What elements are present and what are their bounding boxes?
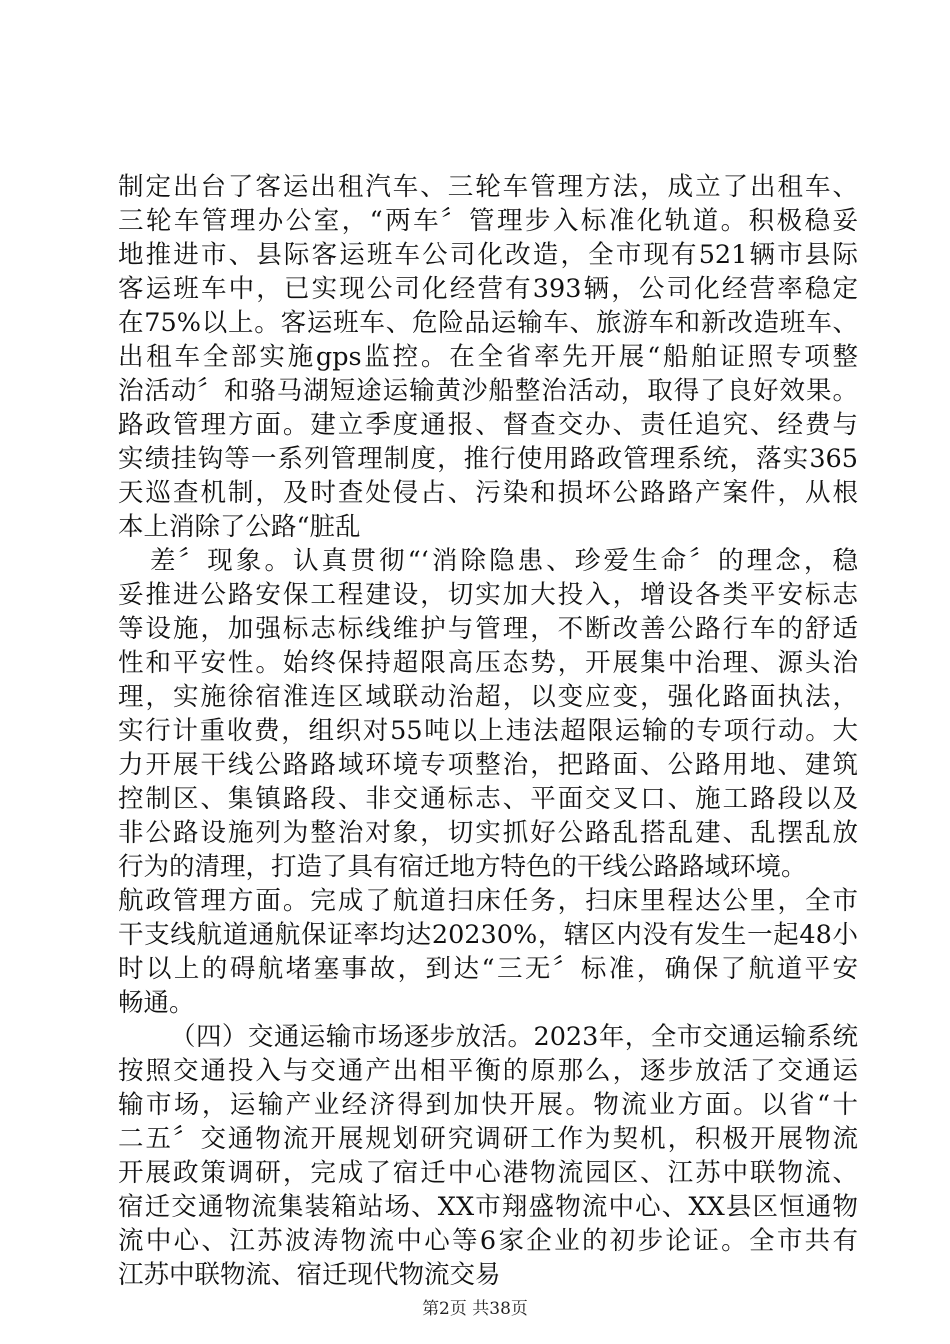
text-line: 天巡查机制，及时查处侵占、污染和损坏公路路产案件，从根	[118, 478, 858, 508]
text-line: （四）交通运输市场逐步放活。2023年，全市交通运输系统	[170, 1022, 858, 1052]
text-line: 实行计重收费，组织对55吨以上违法超限运输的专项行动。大	[118, 716, 858, 746]
text-line: 开展政策调研，完成了宿迁中心港物流园区、江苏中联物流、	[118, 1158, 858, 1188]
text-line: 路政管理方面。建立季度通报、督查交办、责任追究、经费与	[118, 410, 858, 440]
text-line: 差〞现象。认真贯彻“‘消除隐患、珍爱生命〞的理念，稳	[150, 546, 858, 576]
text-line: 输市场，运输产业经济得到加快开展。物流业方面。以省“十	[118, 1090, 858, 1120]
text-line: 等设施，加强标志标线维护与管理，不断改善公路行车的舒适	[118, 614, 858, 644]
text-line: 妥推进公路安保工程建设，切实加大投入，增设各类平安标志	[118, 580, 858, 610]
text-line: 畅通。	[118, 988, 195, 1018]
text-line: 二五〞交通物流开展规划研究调研工作为契机，积极开展物流	[118, 1124, 858, 1154]
text-line: 实绩挂钩等一系列管理制度，推行使用路政管理系统，落实365	[118, 444, 858, 474]
text-line: 治活动〞和骆马湖短途运输黄沙船整治活动，取得了良好效果。	[118, 376, 858, 406]
text-line: 三轮车管理办公室，“两车〞管理步入标准化轨道。积极稳妥	[118, 206, 858, 236]
text-line: 制定出台了客运出租汽车、三轮车管理方法，成立了出租车、	[118, 172, 858, 202]
text-line: 行为的清理，打造了具有宿迁地方特色的干线公路路域环境。	[118, 852, 807, 882]
text-line: 宿迁交通物流集装箱站场、XX市翔盛物流中心、XX县区恒通物	[118, 1192, 858, 1222]
text-line: 理，实施徐宿淮连区域联动治超，以变应变，强化路面执法，	[118, 682, 858, 712]
text-line: 力开展干线公路路域环境专项整治，把路面、公路用地、建筑	[118, 750, 858, 780]
text-line: 流中心、江苏波涛物流中心等6家企业的初步论证。全市共有	[118, 1226, 858, 1256]
text-line: 客运班车中，已实现公司化经营有393辆，公司化经营率稳定	[118, 274, 858, 304]
text-line: 时以上的碍航堵塞事故，到达“三无〞标准，确保了航道平安	[118, 954, 858, 984]
text-line: 地推进市、县际客运班车公司化改造，全市现有521辆市县际	[118, 240, 858, 270]
text-line: 非公路设施列为整治对象，切实抓好公路乱搭乱建、乱摆乱放	[118, 818, 858, 848]
text-line: 在75%以上。客运班车、危险品运输车、旅游车和新改造班车、	[118, 308, 858, 338]
text-line: 航政管理方面。完成了航道扫床任务，扫床里程达公里，全市	[118, 886, 858, 916]
text-line: 本上消除了公路“脏乱	[118, 512, 361, 542]
text-line: 干支线航道通航保证率均达20230%，辖区内没有发生一起48小	[118, 920, 858, 950]
text-line: 江苏中联物流、宿迁现代物流交易	[118, 1260, 501, 1290]
text-line: 出租车全部实施gps监控。在全省率先开展“船舶证照专项整	[118, 342, 858, 372]
text-line: 性和平安性。始终保持超限高压态势，开展集中治理、源头治	[118, 648, 858, 678]
text-line: 按照交通投入与交通产出相平衡的原那么，逐步放活了交通运	[118, 1056, 858, 1086]
text-line: 控制区、集镇路段、非交通标志、平面交叉口、施工路段以及	[118, 784, 858, 814]
page-number: 第2页 共38页	[422, 1299, 528, 1319]
